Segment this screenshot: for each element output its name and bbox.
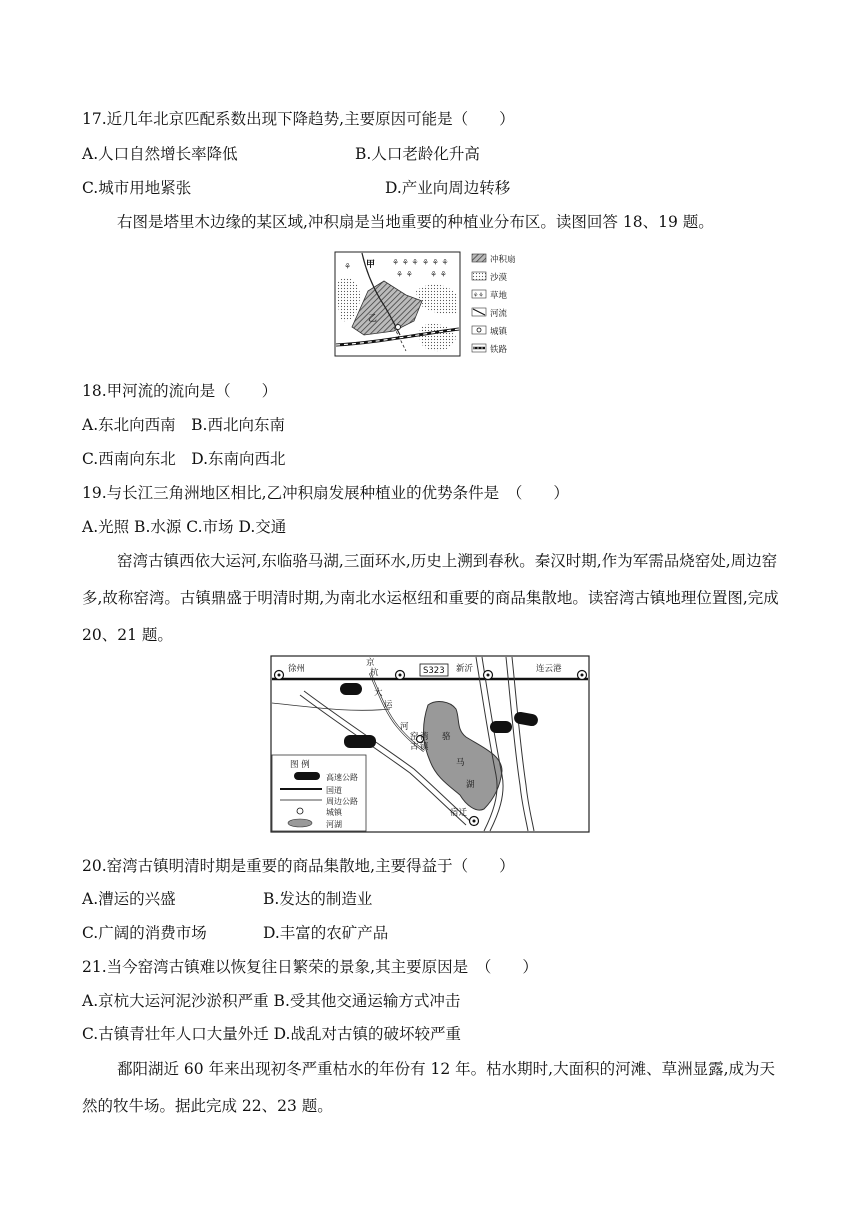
q19-options: A.光照 B.水源 C.市场 D.交通 (82, 518, 287, 536)
svg-text:国道: 国道 (326, 786, 342, 795)
map2-legend (272, 755, 366, 831)
q17-option-b: B.人口老龄化升高 (355, 145, 480, 163)
svg-text:城镇: 城镇 (490, 327, 508, 337)
town-marker (396, 325, 401, 330)
q20-option-b: B.发达的制造业 (263, 890, 373, 908)
q17-option-c: C.城市用地紧张 (82, 179, 192, 197)
svg-text:河流: 河流 (490, 309, 508, 319)
svg-text:草地: 草地 (490, 291, 508, 301)
svg-text:周边公路: 周边公路 (326, 797, 358, 806)
label-lianyungang: 连云港 (536, 664, 562, 674)
label-hang: 杭 (370, 668, 379, 678)
svg-text:⚘⚘: ⚘⚘ (473, 292, 484, 299)
intro-20-21: 窑湾古镇西依大运河,东临骆马湖,三面环水,历史上溯到春秋。秦汉时期,作为军需品烧窑处,周边窑多,故称窑湾。古镇鼎盛于明清时期,为南北水运枢纽和重要的商品集散地。读窑湾古镇地理位置图,完成 20、21 题。 (82, 552, 779, 644)
svg-text:运: 运 (384, 700, 393, 710)
svg-text:镇: 镇 (420, 742, 429, 752)
svg-text:马: 马 (456, 758, 465, 768)
q20-stem: 20.窑湾古镇明清时期是重要的商品集散地,主要得益于（ ） (82, 857, 515, 875)
yaowan-map (270, 655, 590, 833)
svg-text:窑: 窑 (410, 732, 419, 742)
svg-text:⚘ ⚘: ⚘ ⚘ (396, 270, 413, 279)
svg-text:高速公路: 高速公路 (326, 773, 358, 782)
q20-option-c: C.广阔的消费市场 (82, 924, 207, 942)
label-xuzhou: 徐州 (288, 664, 306, 674)
intro-18-19: 右图是塔里木边缘的某区域,冲积扇是当地重要的种植业分布区。读图回答 18、19 题。 (117, 213, 714, 231)
q21-options-cd: C.古镇青壮年人口大量外迁 D.战乱对古镇的破坏较严重 (82, 1025, 461, 1043)
svg-text:图 例: 图 例 (290, 760, 310, 770)
expressway-marker (344, 735, 376, 748)
svg-text:湾: 湾 (420, 732, 429, 742)
svg-text:⚘: ⚘ (344, 262, 352, 271)
map1-legend (472, 254, 516, 355)
expressway-marker (490, 721, 512, 733)
q18-options-ab: A.东北向西南 B.西北向东南 (82, 416, 285, 434)
q21-stem: 21.当今窑湾古镇难以恢复往日繁荣的景象,其主要原因是 （ ） (82, 958, 538, 976)
svg-text:冲积扇: 冲积扇 (490, 255, 516, 265)
label-suqian: 宿迁 (450, 808, 468, 818)
q21-options-ab: A.京杭大运河泥沙淤积严重 B.受其他交通运输方式冲击 (82, 992, 461, 1010)
label-yi: 乙 (368, 314, 378, 324)
svg-text:湖: 湖 (466, 780, 475, 790)
svg-text:沙漠: 沙漠 (490, 273, 508, 283)
label-s323: S323 (423, 666, 445, 676)
label-jing: 京 (366, 658, 375, 668)
q17-stem: 17.近几年北京匹配系数出现下降趋势,主要原因可能是（ ） (82, 110, 515, 128)
svg-text:骆: 骆 (442, 732, 451, 742)
svg-text:⚘ ⚘: ⚘ ⚘ (430, 270, 447, 279)
label-jia: 甲 (366, 260, 376, 270)
q17-option-a: A.人口自然增长率降低 (82, 145, 238, 163)
svg-text:⚘ ⚘ ⚘: ⚘ ⚘ ⚘ (392, 258, 419, 267)
svg-text:铁路: 铁路 (490, 345, 508, 355)
q19-stem: 19.与长江三角洲地区相比,乙冲积扇发展种植业的优势条件是 （ ） (82, 484, 569, 502)
tarim-map (334, 251, 528, 359)
svg-text:古: 古 (410, 742, 419, 752)
svg-text:⚘ ⚘ ⚘: ⚘ ⚘ ⚘ (422, 258, 449, 267)
q18-options-cd: C.西南向东北 D.东南向西北 (82, 450, 286, 468)
svg-text:河湖: 河湖 (326, 820, 342, 829)
q18-stem: 18.甲河流的流向是（ ） (82, 382, 278, 400)
q20-option-a: A.漕运的兴盛 (82, 890, 176, 908)
svg-text:河: 河 (400, 722, 409, 732)
expressway-marker (340, 683, 362, 695)
svg-text:城镇: 城镇 (326, 808, 342, 817)
label-xinyi: 新沂 (456, 664, 474, 674)
svg-text:大: 大 (374, 688, 383, 698)
q17-option-d: D.产业向周边转移 (385, 179, 511, 197)
q20-option-d: D.丰富的农矿产品 (263, 924, 389, 942)
intro-22-23: 鄱阳湖近 60 年来出现初冬严重枯水的年份有 12 年。枯水期时,大面积的河滩、草洲显露,成为天然的牧牛场。据此完成 22、23 题。 (82, 1060, 776, 1115)
